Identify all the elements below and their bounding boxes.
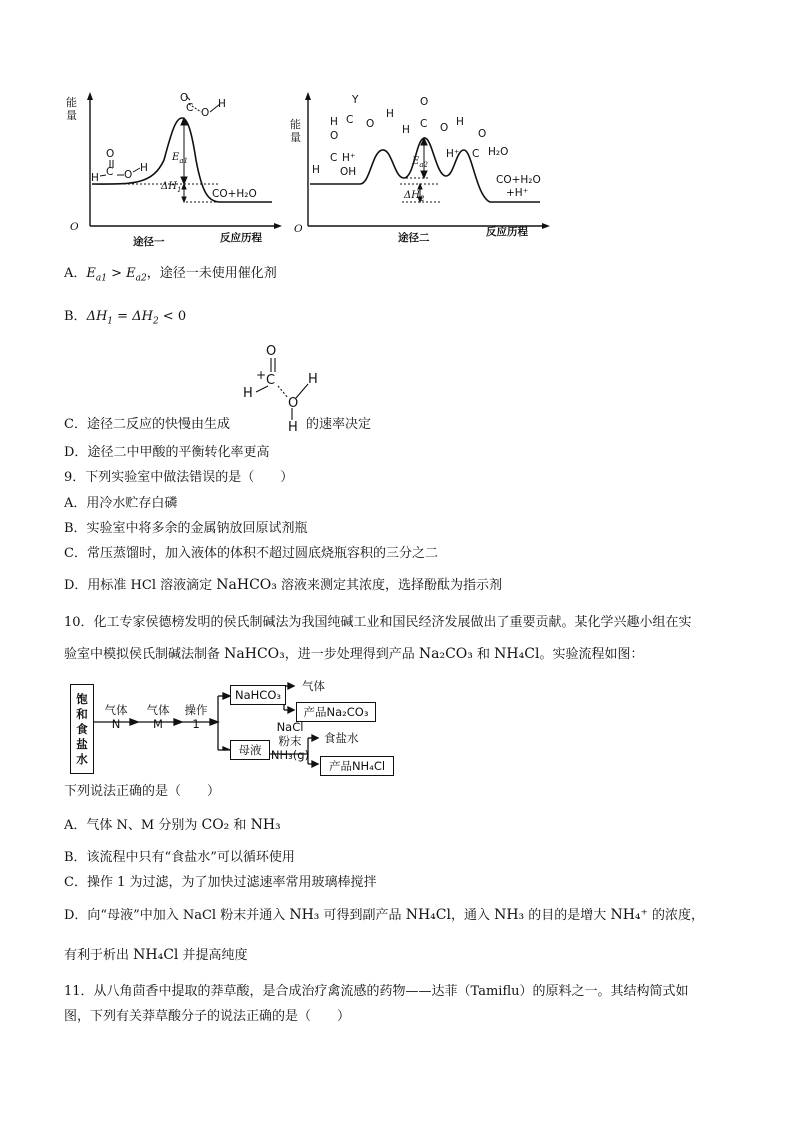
q10-stem-2: 验室中模拟侯氏制碱法制备 NaHCO₃，进一步处理得到产品 Na₂CO₃ 和 NH₄Cl。实验流程如图： xyxy=(64,646,644,662)
d1-origin: O xyxy=(70,221,79,233)
d2-y-axis-label: 能量 xyxy=(290,118,301,144)
flow-mother-liquor: 母液 xyxy=(230,740,270,760)
q8-option-d: D．途径二中甲酸的平衡转化率更高 xyxy=(64,445,270,460)
q9-option-d: D．用标准 HCl 溶液滴定 NaHCO₃ 溶液来测定其浓度，选择酚酞为指示剂 xyxy=(64,577,503,593)
flow-gas-n: 气体 N xyxy=(104,703,128,731)
flow-op-1: 操作 1 xyxy=(184,703,208,731)
y-axis-arrow xyxy=(87,92,93,100)
d2-int1-h: H xyxy=(386,108,394,120)
q9-option-b: B．实验室中将多余的金属钠放回原试剂瓶 xyxy=(64,521,308,536)
d2-int2-h: H xyxy=(456,116,464,128)
d1-dh: $\Delta H_1$ xyxy=(161,181,182,194)
q8-c-c: C xyxy=(266,373,276,388)
q8-c-h1: H xyxy=(243,386,253,401)
q9-option-a: A．用冷水贮存白磷 xyxy=(64,496,178,511)
d1-reactant-c: C xyxy=(106,166,114,178)
d2-reactant-hplus: H⁺ xyxy=(342,152,356,164)
flow-gas-m: 气体 M xyxy=(146,703,170,731)
d2-product: CO+H₂O xyxy=(496,174,541,186)
d2-ea: $E_{a2}$ xyxy=(412,156,428,169)
d2-reactant-c: C xyxy=(330,152,338,164)
q10-option-d: D．向“母液”中加入 NaCl 粉末并通入 NH₃ 可得到副产品 NH₄Cl，通入 NH₃ 的目的是增大 NH₄⁺ 的浓度， xyxy=(64,907,705,923)
q8-c-o: O xyxy=(266,344,277,359)
q9-option-c: C．常压蒸馏时，加入液体的体积不超过圆底烧瓶容积的三分之二 xyxy=(64,546,438,561)
q11-line-1: 11．从八角茴香中提取的莽草酸，是合成治疗禽流感的药物——达菲（Tamiflu）的原料之一。其结构简式如 xyxy=(64,984,689,999)
d1-ts-o1: O xyxy=(180,92,189,104)
q10-option-c: C．操作 1 为过滤，为了加快过滤速率常用玻璃棒搅拌 xyxy=(64,875,377,890)
d1-ea: $E_{a1}$ xyxy=(172,152,188,165)
q8-option-a: A．$E_{a1} > E_{a2}$，途径一未使用催化剂 xyxy=(64,266,277,284)
q10-option-b: B．该流程中只有“食盐水”可以循环使用 xyxy=(64,850,295,865)
d1-product: CO+H₂O xyxy=(212,188,257,200)
q9-stem: 9．下列实验室中做法错误的是（ ） xyxy=(64,470,294,485)
d1-reactant-o-top: O xyxy=(106,148,115,160)
flow-nahco3: NaHCO₃ xyxy=(230,685,286,705)
q8-c-o2: O xyxy=(288,396,299,411)
d2-reactant-oh: OH xyxy=(340,166,357,178)
d2-int2-c: C xyxy=(420,118,428,130)
d1-ts-h: H xyxy=(218,98,226,110)
flow-start-brine: 饱 和 食 盐 水 xyxy=(70,684,94,774)
d2-int1-h2: H xyxy=(330,116,338,128)
d2-int3-c: C xyxy=(472,148,480,160)
d1-ts-c: C xyxy=(186,102,194,114)
d1-y-axis-label: 能量 xyxy=(66,96,77,122)
d2-path-label: 途径二 xyxy=(398,232,430,244)
d2-int3-o: O xyxy=(478,128,487,140)
d1-reactant-h2: H xyxy=(140,162,148,174)
flow-gas-out: 气体 xyxy=(302,679,325,693)
q8-c-h2: H xyxy=(308,372,318,387)
d2-int2-o: O xyxy=(420,96,429,108)
d2-int2-o2: O xyxy=(440,122,449,134)
q8-c-plus: + xyxy=(256,368,267,382)
d2-x-axis-label: 反应历程 xyxy=(486,226,528,238)
d2-int1-y: Y xyxy=(352,94,359,106)
d2-product2: +H⁺ xyxy=(506,187,529,199)
d2-reactant-h: H xyxy=(312,164,320,176)
d1-reactant-o: O xyxy=(124,169,133,181)
d2-int1-c: C xyxy=(346,114,354,126)
q8-option-c: C．途径二反应的快慢由生成 的速率决定 xyxy=(64,417,371,432)
d2-h2o: H₂O xyxy=(488,146,509,158)
d1-ts-o2: O xyxy=(201,107,210,119)
q8-option-b: B．$\Delta H_1 = \Delta H_2 < 0$ xyxy=(64,309,187,327)
q8-c-h3: H xyxy=(288,420,298,435)
energy-diagram-path1 xyxy=(60,88,282,248)
d2-int1-o: O xyxy=(366,118,375,130)
q10-ask: 下列说法正确的是（ ） xyxy=(64,784,221,799)
d1-reactant-h: H xyxy=(91,172,99,184)
q10-stem-1: 10．化工专家侯德榜发明的侯氏制碱法为我国纯碱工业和国民经济发展做出了重要贡献。某化学兴趣小组在实 xyxy=(64,615,692,630)
d2-dh: $\Delta H_2$ xyxy=(404,190,425,203)
d1-path-label: 途径一 xyxy=(133,236,165,248)
d2-reactant-o: O xyxy=(330,130,339,142)
q11-line-2: 图，下列有关莽草酸分子的说法正确的是（ ） xyxy=(64,1009,351,1024)
q10-option-a: A．气体 N、M 分别为 CO₂ 和 NH₃ xyxy=(64,817,281,833)
d2-origin: O xyxy=(294,223,303,235)
flow-product-na2co3: 产品Na₂CO₃ xyxy=(296,702,376,722)
q10-option-d-cont: 有利于析出 NH₄Cl 并提高纯度 xyxy=(64,947,248,963)
d2-int2-h2: H xyxy=(402,124,410,136)
flow-nacl-nh3: NaCl 粉末 NH₃(g) xyxy=(270,720,310,762)
flow-brine-out: 食盐水 xyxy=(324,731,359,745)
flow-product-nh4cl: 产品NH₄Cl xyxy=(320,756,394,776)
d1-x-axis-label: 反应历程 xyxy=(220,232,262,244)
d2-int3-hplus: H⁺ xyxy=(446,148,460,160)
x-axis-arrow xyxy=(274,223,282,229)
